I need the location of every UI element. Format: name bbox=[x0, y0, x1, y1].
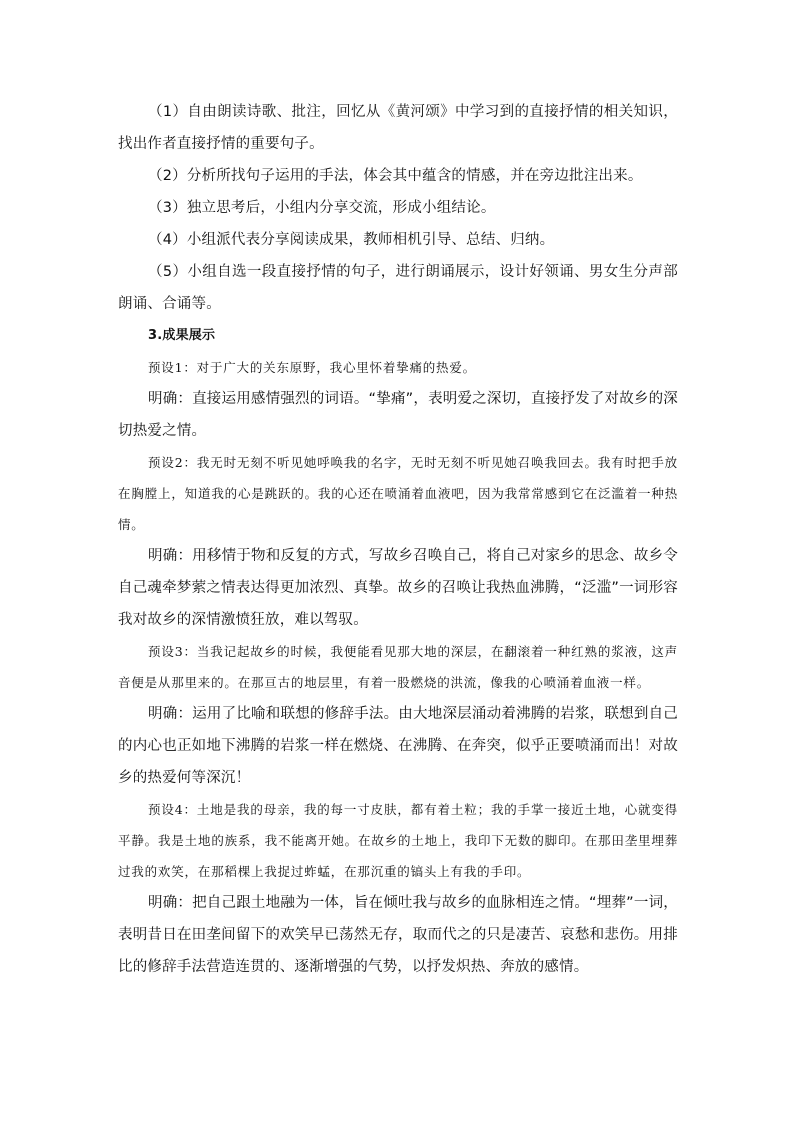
step-1: （1）自由朗读诗歌、批注，回忆从《黄河颂》中学习到的直接抒情的相关知识，找出作者直接抒情的重要句子。 bbox=[118, 104, 678, 152]
preset-3: 预设3：当我记起故乡的时候，我便能看见那大地的深层，在翻滚着一种红熟的浆液，这声音便是从那里来的。在那亘古的地层里，有着一股燃烧的洪流，像我的心喷涌着血液一样。 bbox=[118, 644, 678, 690]
preset-2: 预设2：我无时无刻不听见她呼唤我的名字，无时无刻不听见她召唤我回去。我有时把手放在胸膛上，知道我的心是跳跃的。我的心还在喷涌着血液吧，因为我常常感到它在泛滥着一种热情。 bbox=[118, 455, 678, 532]
document-page bbox=[118, 96, 678, 983]
section-heading: 3.成果展示 bbox=[148, 328, 216, 343]
step-2: （2）分析所找句子运用的手法，体会其中蕴含的情感，并在旁边批注出来。 bbox=[148, 168, 643, 184]
step-5: （5）小组自选一段直接抒情的句子，进行朗诵展示，设计好领诵、男女生分声部朗诵、合诵等。 bbox=[118, 264, 678, 312]
preset-1: 预设1：对于广大的关东原野，我心里怀着挚痛的热爱。 bbox=[148, 360, 476, 375]
answer-4: 明确：把自己跟土地融为一体，旨在倾吐我与故乡的血脉相连之情。“埋葬”一词，表明昔日在田垄间留下的欢笑早已荡然无存，取而代之的只是凄苦、哀愁和悲伤。用排比的修辞手法营造连贯的、逐渐增强的气势，以抒发炽热、奔放的感情。 bbox=[118, 895, 678, 975]
answer-3: 明确：运用了比喻和联想的修辞手法。由大地深层涌动着沸腾的岩浆，联想到自己的内心也正如地下沸腾的岩浆一样在燃烧、在沸腾、在奔突，似乎正要喷涌而出！对故乡的热爱何等深沉！ bbox=[118, 706, 678, 786]
answer-1: 明确：直接运用感情强烈的词语。“挚痛”，表明爱之深切，直接抒发了对故乡的深切热爱之情。 bbox=[118, 391, 678, 439]
step-4: （4）小组派代表分享阅读成果，教师相机引导、总结、归纳。 bbox=[148, 232, 555, 248]
answer-2: 明确：用移情于物和反复的方式，写故乡召唤自己，将自己对家乡的思念、故乡令自己魂牵梦萦之情表达得更加浓烈、真挚。故乡的召唤让我热血沸腾，“泛滥”一词形容我对故乡的深情激愤狂放，难以驾驭。 bbox=[118, 548, 678, 628]
step-3: （3）独立思考后，小组内分享交流，形成小组结论。 bbox=[148, 200, 496, 216]
preset-4: 预设4：土地是我的母亲，我的每一寸皮肤，都有着土粒；我的手掌一接近土地，心就变得平静。我是土地的族系，我不能离开她。在故乡的土地上，我印下无数的脚印。在那田垄里埋葬过我的欢笑，在那稻棵上我捉过蚱蜢，在那沉重的镐头上有我的手印。 bbox=[118, 802, 678, 879]
